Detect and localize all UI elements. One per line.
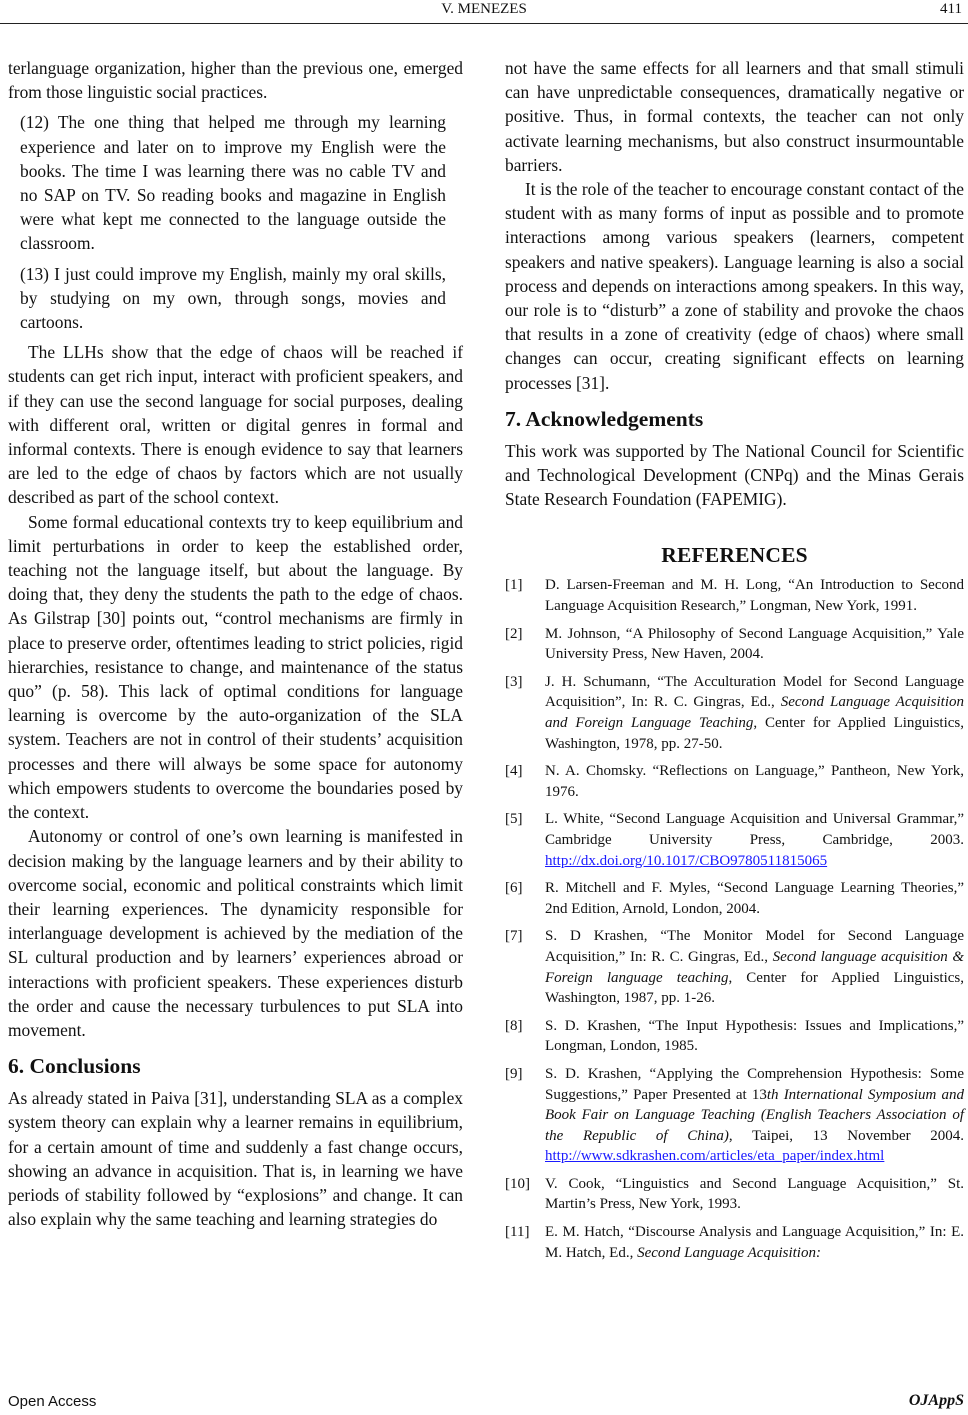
reference-item (505, 1064, 964, 1167)
reference-title-italic: Second language acquisition & Foreign language teaching (545, 948, 964, 986)
reference-item (505, 672, 964, 754)
reference-link[interactable]: http://www.sdkrashen.com/articles/eta_paper/index.html (545, 1148, 885, 1165)
paragraph-llhs: The LLHs show that the edge of chaos will be reached if students can get rich input, interact with proficient speakers, and if they can use the second language for social purposes, dealing with different oral, written or digital genres in formal and informal contexts. There is enough evidence to say that learners are led to the edge of chaos by factors which are not usually described as part of the school context. (8, 342, 463, 508)
paragraph-conclusions: As already stated in Paiva [31], understanding SLA as a complex system theory can explain why a learner remains in equilibrium, for a certain amount of time and suddenly a fast change occurs, showing an advance in acquisition. That is, in learning we have periods of stability followed by “explosions” and change. It can also explain why the same teaching and learning strategies do (8, 1088, 463, 1230)
reference-number: [8] (505, 1017, 523, 1034)
section-heading-acknowledgements: 7. Acknowledgements (505, 406, 704, 431)
reference-text: S. D. Krashen, “Applying the Comprehension Hypothesis: Some Suggestions,” Paper Presented at 13 (545, 1065, 964, 1103)
references-heading: REFERENCES (661, 543, 808, 568)
paragraph-autonomy: Autonomy or control of one’s own learning is manifested in decision making by the language learners and by their ability to overcome social, economic and political constraints which limit their learning experiences. The dynamicity responsible for interlanguage development is achieved by the mediation of the SL cultural production and by learners’ experiences abroad or interactions with proficient speakers. These experiences disturb the order and cause the necessary turbulences to put SLA into movement. (8, 826, 463, 1040)
reference-text: J. H. Schumann, “The Acculturation Model for Second Language Acquisition”, In: R. C. Gingras, Ed., (545, 673, 964, 711)
reference-text: M. Johnson, “A Philosophy of Second Language Acquisition,” Yale University Press, New Haven, 2004. (545, 625, 964, 663)
reference-title-italic: Second Language Acquisition: (637, 1244, 821, 1261)
reference-item (505, 926, 964, 1008)
section-heading-conclusions: 6. Conclusions (8, 1054, 141, 1079)
reference-text: S. D Krashen, “The Monitor Model for Second Language Acquisition,” In: R. C. Gingras, Ed., (545, 928, 964, 965)
reference-item (505, 624, 964, 665)
reference-text-tail: , Center for Applied Linguistics, Washington, 1978, pp. 27-50. (545, 715, 965, 752)
reference-item (505, 761, 964, 802)
reference-number: [6] (505, 880, 523, 897)
quote-13: (13) I just could improve my English, mainly my oral skills, by studying on my own, through songs, movies and cartoons. (20, 263, 446, 333)
reference-text: D. Larsen-Freeman and M. H. Long, “An Introduction to Second Language Acquisition Research,” Longman, New York, 1991. (545, 577, 964, 615)
paragraph-acknowledgements: This work was supported by The National Council for Scientific and Technological Development (CNPq) and the Minas Gerais State Research Foundation (FAPEMIG). (505, 440, 964, 510)
paragraph-continued-right: not have the same effects for all learners and that small stimuli can have unpredictable consequences, dramatically negative or positive. Thus, in formal contexts, the teacher can not only activate learning mechanisms, but also construct insurmountable barriers. (505, 58, 964, 175)
left-column (8, 56, 463, 1231)
paragraph-formal-contexts: Some formal educational contexts try to keep equilibrium and limit perturbations in order to keep the established order, teaching not the language itself, but about the language. By doing that, they deny the students the path to the edge of chaos. As Gilstrap [30] points out, “control mechanisms are firmly in place to preserve order, oftentimes leading to strict policies, rigid hierarchies, resistance to change, and maintenance of the status quo” (p. 58). This lack of optimal conditions for language learning is overcome by the auto-organization of the SLA system. Teachers are not in control of their students’ acquisition processes and there will always be some space for autonomy which empowers students to overcome the boundaries posed by the context. (8, 511, 463, 823)
reference-link[interactable]: http://dx.doi.org/10.1017/CBO9780511815065 (545, 852, 828, 869)
reference-item (505, 1222, 964, 1263)
running-header-author: V. MENEZES (441, 1, 527, 17)
page-number: 411 (940, 1, 962, 17)
reference-item (505, 809, 964, 871)
reference-title-italic: Second Language Acquisition and Foreign Language Teaching (545, 694, 965, 732)
paragraph-continued: terlanguage organization, higher than the previous one, emerged from those linguistic social practices. (8, 58, 463, 103)
quote-12: (12) The one thing that helped me through my learning experience and later on to improve my English were the books. The time I was learning there was no cable TV and no SAP on TV. So reading books and magazine in English were what kept me connected to the language outside the classroom. (20, 112, 446, 254)
paragraph-teacher-role: It is the role of the teacher to encourage constant contact of the student with as many forms of input as possible and to promote interactions among various speakers (learners, competent speakers and native speakers). Language learning is also a social process and depends on interactions among speakers. In this way, our role is to “disturb” a zone of stability and provoke the chaos that results in a zone of creativity (edge of chaos) where small changes can occur, creating significant effects on learning processes [31]. (505, 179, 964, 393)
reference-text: L. White, “Second Language Acquisition and Universal Grammar,” Cambridge University Press, Cambridge, 2003. (545, 811, 964, 848)
reference-text-tail: , Center for Applied Linguistics, Washington, 1987, pp. 1-26. (545, 969, 964, 1007)
reference-title-italic: th International Symposium and Book Fair on Language Teaching (English Teachers Association of the Republic of China) (545, 1086, 964, 1144)
reference-list (505, 575, 964, 1263)
reference-number: [3] (505, 673, 523, 690)
reference-number: [9] (505, 1065, 523, 1082)
reference-text: E. M. Hatch, “Discourse Analysis and Language Acquisition,” In: E. M. Hatch, Ed., (545, 1224, 964, 1261)
reference-text: N. A. Chomsky. “Reflections on Language,” Pantheon, New York, 1976. (545, 763, 964, 800)
reference-item (505, 575, 964, 616)
reference-text: R. Mitchell and F. Myles, “Second Language Learning Theories,” 2nd Edition, Arnold, London, 2004. (545, 880, 964, 917)
reference-text: V. Cook, “Linguistics and Second Language Acquisition,” St. Martin’s Press, New York, 1993. (545, 1175, 964, 1213)
reference-number: [10] (505, 1175, 530, 1192)
footer-open-access: Open Access (8, 1393, 97, 1410)
right-column (505, 56, 964, 1270)
reference-item (505, 878, 964, 919)
reference-text: S. D. Krashen, “The Input Hypothesis: Issues and Implications,” Longman, London, 1985. (545, 1017, 964, 1055)
reference-number: [1] (505, 577, 523, 594)
reference-number: [11] (505, 1224, 530, 1241)
reference-number: [4] (505, 763, 523, 780)
footer-journal: OJAppS (908, 1392, 964, 1409)
reference-number: [7] (505, 928, 523, 945)
reference-text-tail: , Taipei, 13 November 2004. (728, 1127, 964, 1144)
reference-item (505, 1016, 964, 1057)
reference-number: [5] (505, 811, 523, 828)
reference-item (505, 1174, 964, 1215)
header-rule (0, 23, 968, 24)
reference-number: [2] (505, 625, 523, 642)
